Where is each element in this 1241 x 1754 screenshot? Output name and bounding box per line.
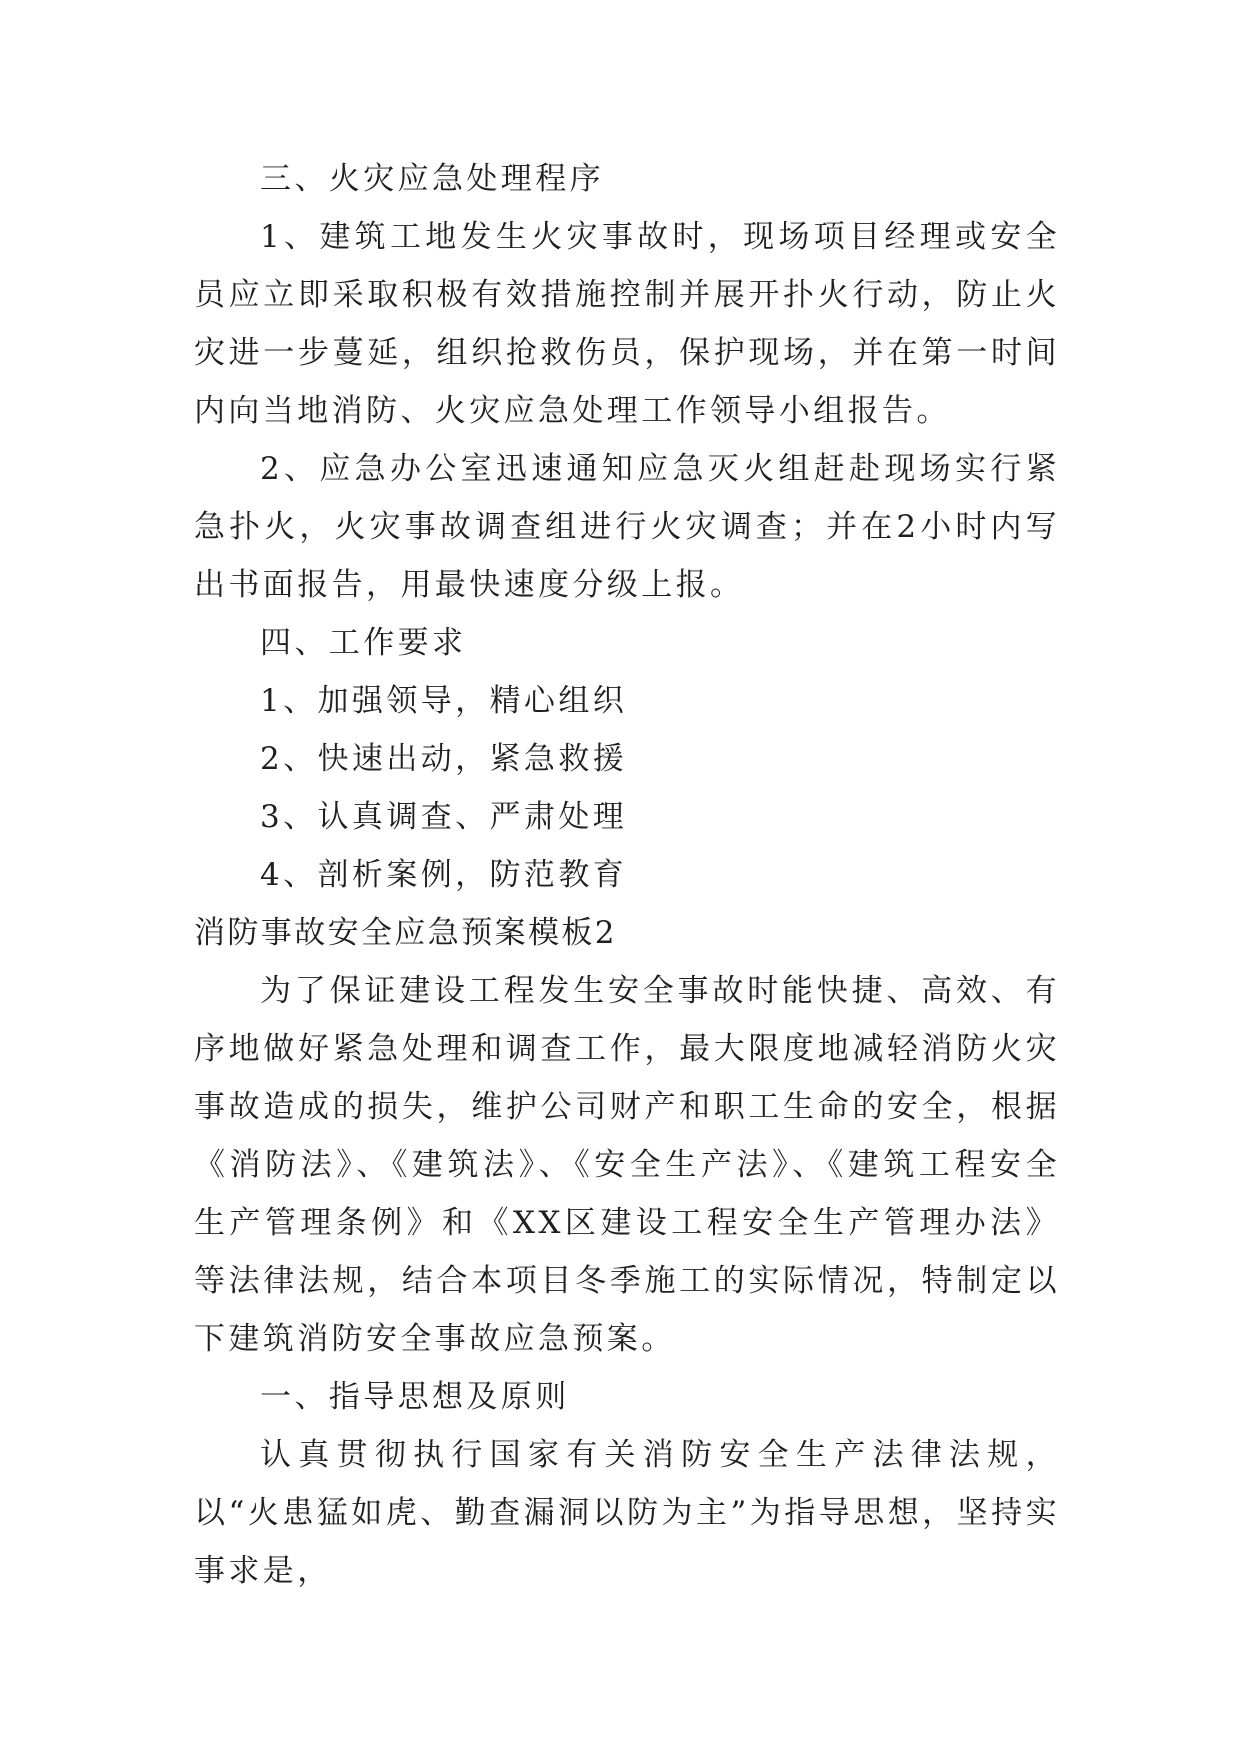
section-heading-guiding-principles: 一、指导思想及原则 [260, 1379, 570, 1415]
document-title-template-2: 消防事故安全应急预案模板2 [194, 915, 617, 951]
paragraph-fire-response-step-1: 1、建筑工地发生火灾事故时，现场项目经理或安全员应立即采取积极有效措施控制并展开扑火行动，防止火灾进一步蔓延，组织抢救伤员，保护现场，并在第一时间内向当地消防、火灾应急处理工作领导小组报告。 [194, 219, 1060, 429]
section-heading-fire-emergency-procedure: 三、火灾应急处理程序 [260, 161, 604, 197]
paragraph-purpose: 为了保证建设工程发生安全事故时能快捷、高效、有序地做好紧急处理和调查工作，最大限度地减轻消防火灾事故造成的损失，维护公司财产和职工生命的安全，根据《消防法》、《建筑法》、《安全生产法》、《建筑工程安全生产管理条例》和《XX区建设工程安全生产管理办法》等法律法规，结合本项目冬季施工的实际情况，特制定以下建筑消防安全事故应急预案。 [194, 973, 1060, 1357]
paragraph-fire-response-step-2: 2、应急办公室迅速通知应急灭火组赶赴现场实行紧急扑火，火灾事故调查组进行火灾调查；并在2小时内写出书面报告，用最快速度分级上报。 [194, 451, 1060, 603]
document-body [194, 150, 1060, 1600]
section-heading-work-requirements: 四、工作要求 [260, 625, 467, 661]
paragraph-guiding-principles: 认真贯彻执行国家有关消防安全生产法律法规，以“火患猛如虎、勤查漏洞以防为主”为指导思想，坚持实事求是， [194, 1437, 1060, 1589]
list-item-requirement-3: 3、认真调查、严肃处理 [260, 799, 628, 835]
list-item-requirement-1: 1、加强领导，精心组织 [260, 683, 628, 719]
list-item-requirement-4: 4、剖析案例，防范教育 [260, 857, 628, 893]
list-item-requirement-2: 2、快速出动，紧急救援 [260, 741, 628, 777]
